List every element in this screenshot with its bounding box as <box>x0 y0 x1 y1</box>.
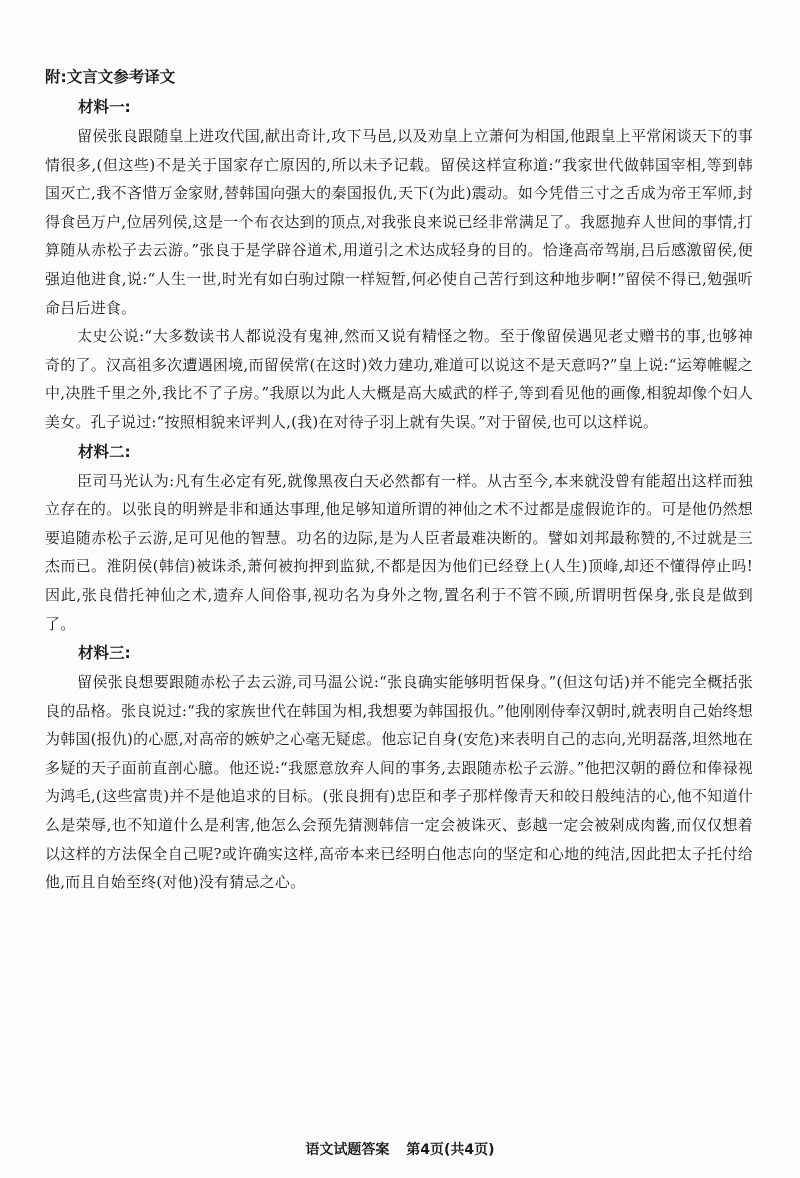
footer-subject: 语文试题答案 <box>305 1142 390 1158</box>
section-material-2 <box>45 437 753 639</box>
section-material-3 <box>45 638 753 897</box>
footer-page-number: 第4页(共4页) <box>406 1142 495 1158</box>
section-material-1 <box>45 92 753 437</box>
appendix-title: 附:文言文参考译文 <box>45 68 176 86</box>
section-title: 材料一: <box>78 98 131 116</box>
page-footer <box>0 1140 800 1160</box>
section-title: 材料三: <box>78 644 131 663</box>
section-title: 材料二: <box>78 442 131 461</box>
paragraph: 留侯张良跟随皇上进攻代国,献出奇计,攻下马邑,以及劝皇上立萧何为相国,他跟皇上平常闲谈天下的事情很多,(但这些)不是关于国家存亡原因的,所以未予记载。留侯这样宣称道:“我家世代做韩国宰相,等到韩国灭亡,我不吝惜万金家财,替韩国向强大的秦国报仇,天下(为此)震动。如今凭借三寸之舌成为帝王军师,封得食邑万户,位居列侯,这是一个布衣达到的顶点,对我张良来说已经非常满足了。我愿抛弃人世间的事情,打算随从赤松子去云游。”张良于是学辟谷道术,用道引之术达成轻身的目的。恰逢高帝驾崩,吕后感激留侯,便强迫他进食,说:“人生一世,时光有如白驹过隙一样短暂,何必使自己苦行到这种地步啊!”留侯不得已,勉强听命吕后进食。 <box>45 127 753 317</box>
paragraph: 太史公说:“大多数读书人都说没有鬼神,然而又说有精怪之物。至于像留侯遇见老丈赠书的事,也够神奇的了。汉高祖多次遭遇困境,而留侯常(在这时)效力建功,难道可以说这不是天意吗?”皇上说:“运筹帷幄之中,决胜千里之外,我比不了子房。”我原以为此人大概是高大威武的样子,等到看见他的画像,相貌却像个妇人美女。孔子说过:“按照相貌来评判人,(我)在对待子羽上就有失误。”对于留侯,也可以这样说。 <box>45 327 753 431</box>
paragraph: 留侯张良想要跟随赤松子去云游,司马温公说:“张良确实能够明哲保身。”(但这句话)并不能完全概括张良的品格。张良说过:“我的家族世代在韩国为相,我想要为韩国报仇。”他刚刚侍奉汉朝时,就表明自己始终想为韩国(报仇)的心愿,对高帝的嫉妒之心毫无疑虑。他忘记自身(安危)来表明自己的志向,光明磊落,坦然地在多疑的天子面前直剖心臆。他还说:“我愿意放弃人间的事务,去跟随赤松子云游。”他把汉朝的爵位和俸禄视为鸿毛,(这些富贵)并不是他追求的目标。(张良拥有)忠臣和孝子那样像青天和皎日般纯洁的心,他不知道什么是荣辱,也不知道什么是利害,他怎么会预先猜测韩信一定会被诛灭、彭越一定会被剁成肉酱,而仅仅想着以这样的方法保全自己呢?或许确实这样,高帝本来已经明白他志向的坚定和心地的纯洁,因此把太子托付给他,而且自始至终(对他)没有猜忌之心。 <box>45 673 753 892</box>
document-body <box>45 62 753 897</box>
paragraph: 臣司马光认为:凡有生必定有死,就像黑夜白天必然都有一样。从古至今,本来就没曾有能超出这样而独立存在的。以张良的明辨是非和通达事理,他足够知道所谓的神仙之术不过都是虚假诡诈的。可是他仍然想要追随赤松子云游,足可见他的智慧。功名的边际,是为人臣者最难决断的。譬如刘邦最称赞的,不过就是三杰而已。淮阴侯(韩信)被诛杀,萧何被拘押到监狱,不都是因为他们已经登上(人生)顶峰,却还不懂得停止吗!因此,张良借托神仙之术,遗弃人间俗事,视功名为身外之物,置名利于不管不顾,所谓明哲保身,张良是做到了。 <box>45 471 753 633</box>
